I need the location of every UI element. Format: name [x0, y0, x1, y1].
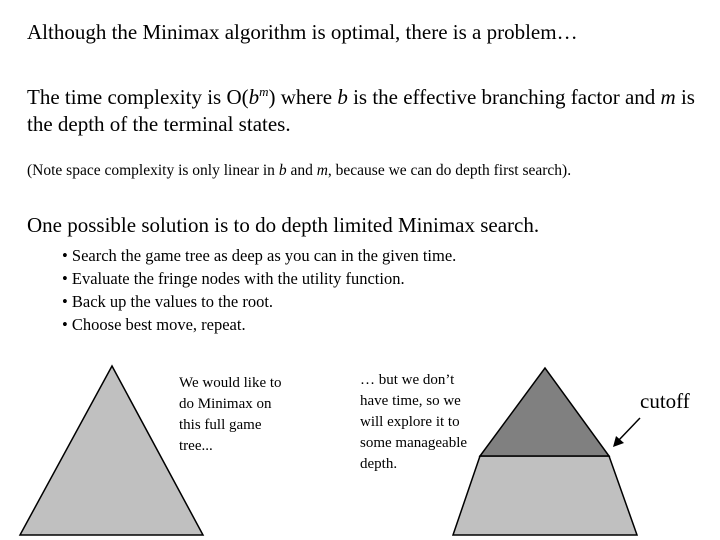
- solution-paragraph: One possible solution is to do depth limited Minimax search.: [27, 213, 540, 237]
- para2-prefix: The time complexity is O(: [27, 85, 249, 109]
- para2-mid2: is the effective branching factor and: [347, 85, 661, 109]
- full-game-tree-triangle: [20, 366, 203, 535]
- note-suffix: , because we can do depth first search).: [327, 162, 572, 179]
- cutoff-arrow-head: [613, 436, 624, 447]
- para2-mid1: ) where: [268, 85, 338, 109]
- var-b-base: b: [248, 85, 260, 109]
- var-m-exponent: m: [259, 84, 269, 99]
- slide-line-1: Although the Minimax algorithm is optimal, there is a problem…: [27, 20, 578, 44]
- note-prefix: (Note space complexity is only linear in: [27, 162, 279, 179]
- bullet-item: • Search the game tree as deep as you can in the given time.: [62, 246, 457, 265]
- note-mid: and: [286, 162, 317, 179]
- cutoff-label: cutoff: [640, 389, 690, 413]
- cutoff-arrow-shaft: [618, 418, 640, 441]
- note-var-b: b: [278, 162, 287, 179]
- var-b: b: [337, 85, 348, 109]
- bullet-item: • Back up the values to the root.: [62, 292, 274, 311]
- note-var-m: m: [316, 162, 328, 179]
- bullet-item: • Evaluate the fringe nodes with the utility function.: [62, 269, 405, 288]
- full-tree-caption: We would like to do Minimax on this full game tree...: [179, 375, 282, 454]
- para2-suffix: is the depth of the terminal states.: [27, 85, 695, 136]
- bullet-item: • Choose best move, repeat.: [62, 315, 246, 334]
- depth-limited-caption: … but we don’t have time, so we will explore it to some manageable depth.: [360, 372, 468, 472]
- var-m: m: [660, 85, 676, 109]
